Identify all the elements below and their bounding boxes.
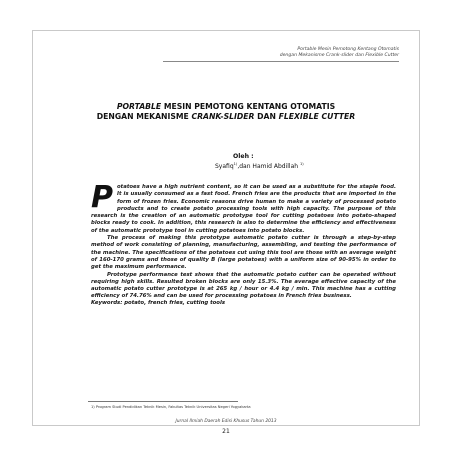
title-line-1-rest: MESIN PEMOTONG KENTANG OTOMATIS xyxy=(161,102,336,111)
affiliation-mark-2: 1) xyxy=(299,162,304,166)
keywords: Keywords: potato, french fries, cutting tools xyxy=(91,300,225,306)
paper-title xyxy=(53,102,399,122)
header-rule xyxy=(163,61,399,62)
title-line-2 xyxy=(53,112,399,122)
abstract xyxy=(91,180,396,301)
authors-label: Oleh : xyxy=(233,153,254,160)
drop-cap: P xyxy=(91,180,113,215)
abstract-paragraph-2: The process of making this prototype automatic potato cutter is through a step-by-step method of work consisting of planning, manufacturing, assembling, and testing the performance of the machine. The specifications of the potatoes cut using this tool are those with an average weight of 160-170 grams and those of quality B (large potatoes) with a uniform size of 90-95% in order to get the maximum performance. xyxy=(91,235,396,271)
title-line-1 xyxy=(53,102,399,112)
journal-footer: Jurnal Ilmiah Daerah Edisi Khusus Tahun 2013 xyxy=(175,419,277,424)
author-names xyxy=(215,162,304,170)
title-crank-slider: CRANK-SLIDER xyxy=(191,112,255,121)
footnote-rule xyxy=(88,401,238,402)
journal-page xyxy=(32,30,420,435)
author-1: Syafiq xyxy=(215,163,234,170)
title-portable: PORTABLE xyxy=(116,102,162,111)
title-line-2-b: DAN xyxy=(254,112,279,121)
abstract-paragraph-1: otatoes have a high nutrient content, so it can be used as a substitute for the staple food. It is usually consumed as a fast food. French fries are the products that are imported in the form of frozen fries. Economic reasons drive human to make a variety of processed potato products and to create potato processing tools with high capacity. The purpose of this research is the creation of an automatic prototype tool for cutting potatoes into potato-shaped blocks ready to cook. In addition, this research is also to determine the efficiency and effectiveness of the automatic prototype tool in cutting potatoes into potato blocks. xyxy=(91,184,396,234)
running-head-line-1: Portable Mesin Pemotong Kentang Otomatis xyxy=(297,47,399,52)
title-line-2-a: DENGAN MEKANISME xyxy=(96,112,192,121)
running-head-line-2: dengan Mekanisme Crank-slider dan Flexible Cutter xyxy=(279,53,399,58)
affiliation-mark-1: 1) xyxy=(233,162,238,166)
abstract-paragraph-3: Prototype performance test shows that the automatic potato cutter can be operated without requiring high skills. Resulted broken blocks are only 15.3%. The average effective capacity of the automatic potato cutter prototype is at 265 kg / hour or 4.4 kg / min. This machine has a cutting efficiency of 74.76% and can be used for processing potatoes in French fries business. xyxy=(91,271,396,300)
author-2: ,dan Hamid Abdillah xyxy=(237,163,300,170)
running-head xyxy=(280,47,399,59)
title-flexible-cutter: FLEXIBLE CUTTER xyxy=(278,112,356,121)
page-number: 21 xyxy=(222,428,230,435)
footnote: 1) Program Studi Pendidikan Teknik Mesin, Fakultas Teknik Universitas Negeri Yogyakarta xyxy=(91,405,251,409)
